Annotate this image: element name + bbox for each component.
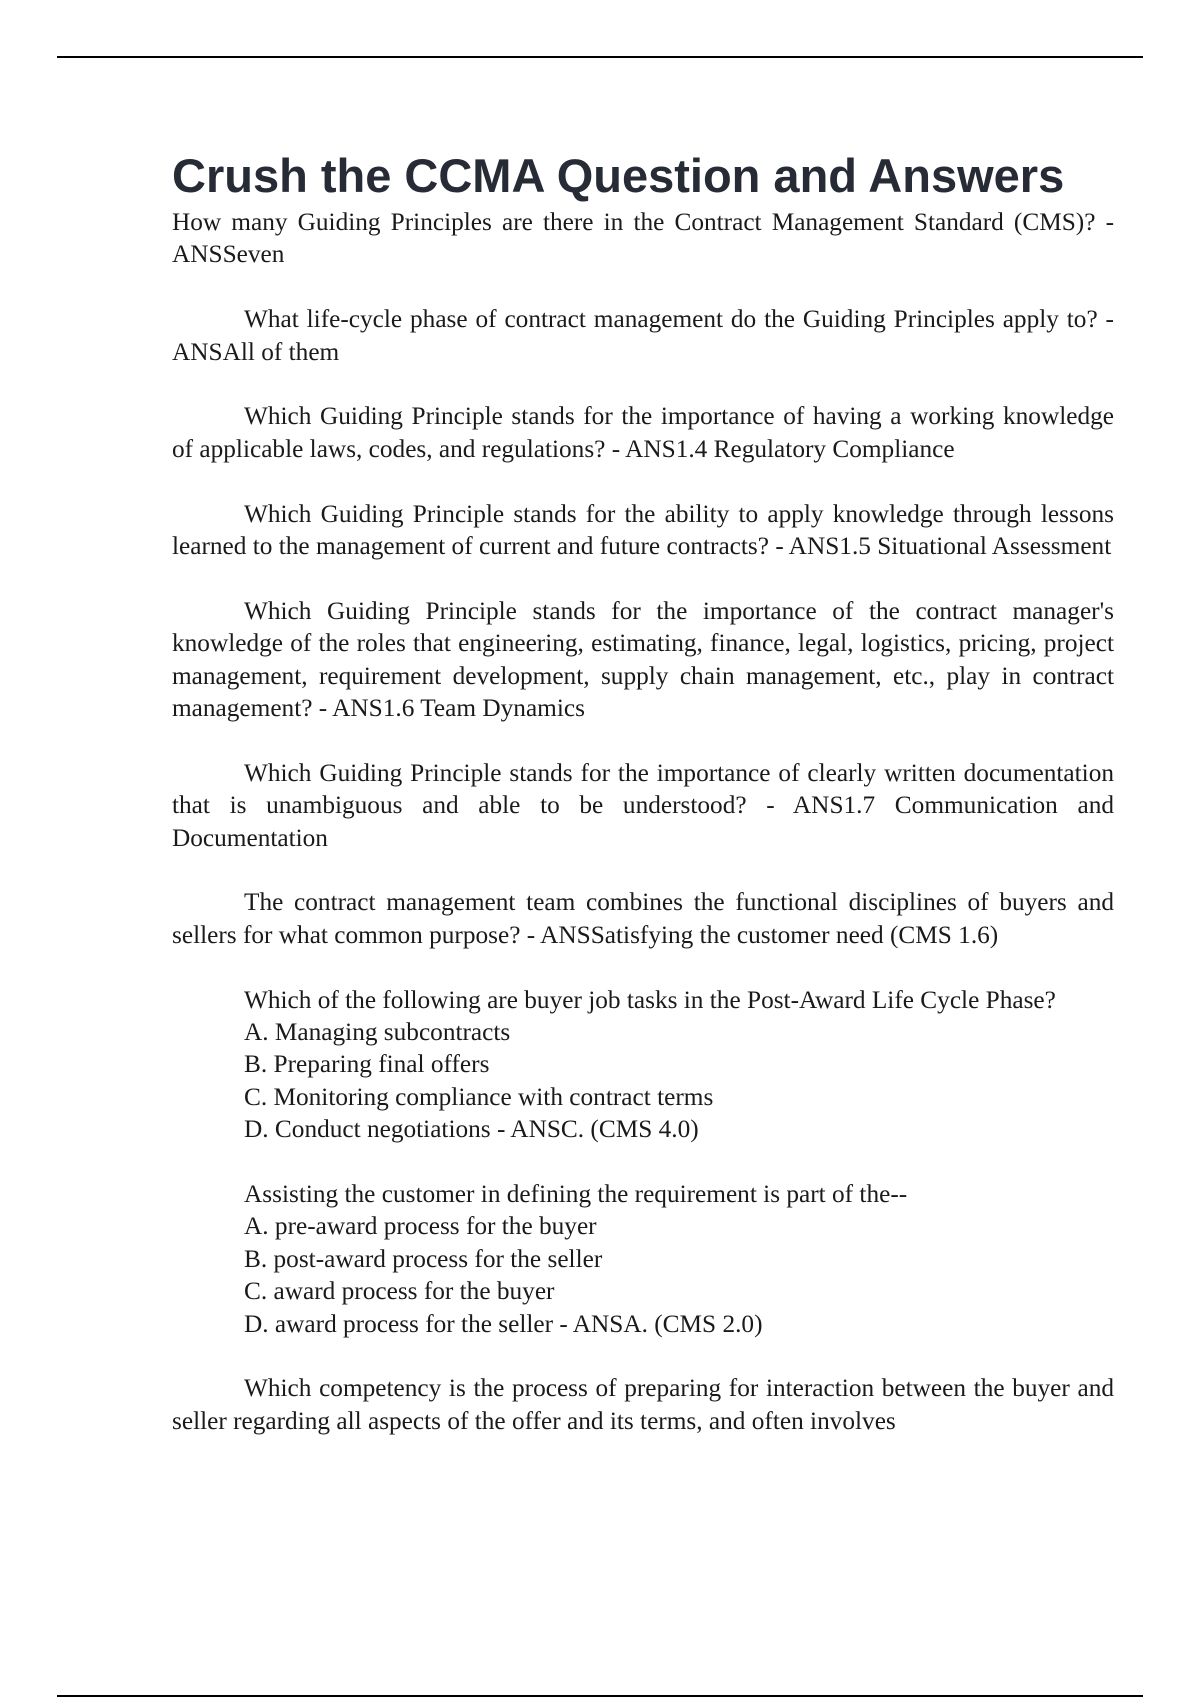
qa-item: The contract management team combines the functional disciplines of buyers and sellers for what common purpose? - ANSSatisfying the customer need (CMS 1.6) [172,888,1114,949]
mc-question: Which of the following are buyer job tasks in the Post-Award Life Cycle Phase? [244,985,1056,1014]
qa-item: How many Guiding Principles are there in the Contract Management Standard (CMS)? - ANSSeven [172,208,1114,269]
mc-option: B. Preparing final offers [244,1050,490,1079]
qa-item-trailing: Which competency is the process of preparing for interaction between the buyer and seller regarding all aspects of the offer and its terms, and often involves [172,1374,1114,1435]
header-rule [57,56,1143,58]
qa-item: Which Guiding Principle stands for the importance of having a working knowledge of applicable laws, codes, and regulations? - ANS1.4 Regulatory Compliance [172,402,1114,463]
qa-item: Which Guiding Principle stands for the ability to apply knowledge through lessons learned to the management of current and future contracts? - ANS1.5 Situational Assessment [172,499,1114,561]
mc-option: C. Monitoring compliance with contract terms [244,1082,714,1111]
mc-option: C. award process for the buyer [244,1277,555,1306]
qa-item: Which Guiding Principle stands for the importance of clearly written documentation that is unambiguous and able to be understood? - ANS1.7 Communication and Documentation [172,758,1114,852]
mc-question: Assisting the customer in defining the requirement is part of the-- [244,1180,908,1209]
document-title: Crush the CCMA Question and Answers [172,149,1065,202]
mc-options [172,1210,1114,1340]
mc-option: A. Managing subcontracts [244,1018,511,1047]
qa-section [172,206,1114,1437]
mc-option: B. post-award process for the seller [244,1244,603,1273]
qa-item: Which Guiding Principle stands for the importance of the contract manager's knowledge of the roles that engineering, estimating, finance, legal, logistics, pricing, project management, requirement development, supply chain management, etc., play in contract management? - ANS1.6 Team Dynamics [172,596,1114,723]
qa-item: What life-cycle phase of contract management do the Guiding Principles apply to? - ANSAll of them [172,305,1114,366]
document-body [172,146,1114,1470]
mc-options [172,1016,1114,1146]
mc-option: D. award process for the seller - ANSA. (CMS 2.0) [244,1309,763,1338]
mc-option: A. pre-award process for the buyer [244,1212,597,1241]
mc-option: D. Conduct negotiations - ANSC. (CMS 4.0) [244,1115,699,1144]
footer-rule [57,1695,1143,1697]
